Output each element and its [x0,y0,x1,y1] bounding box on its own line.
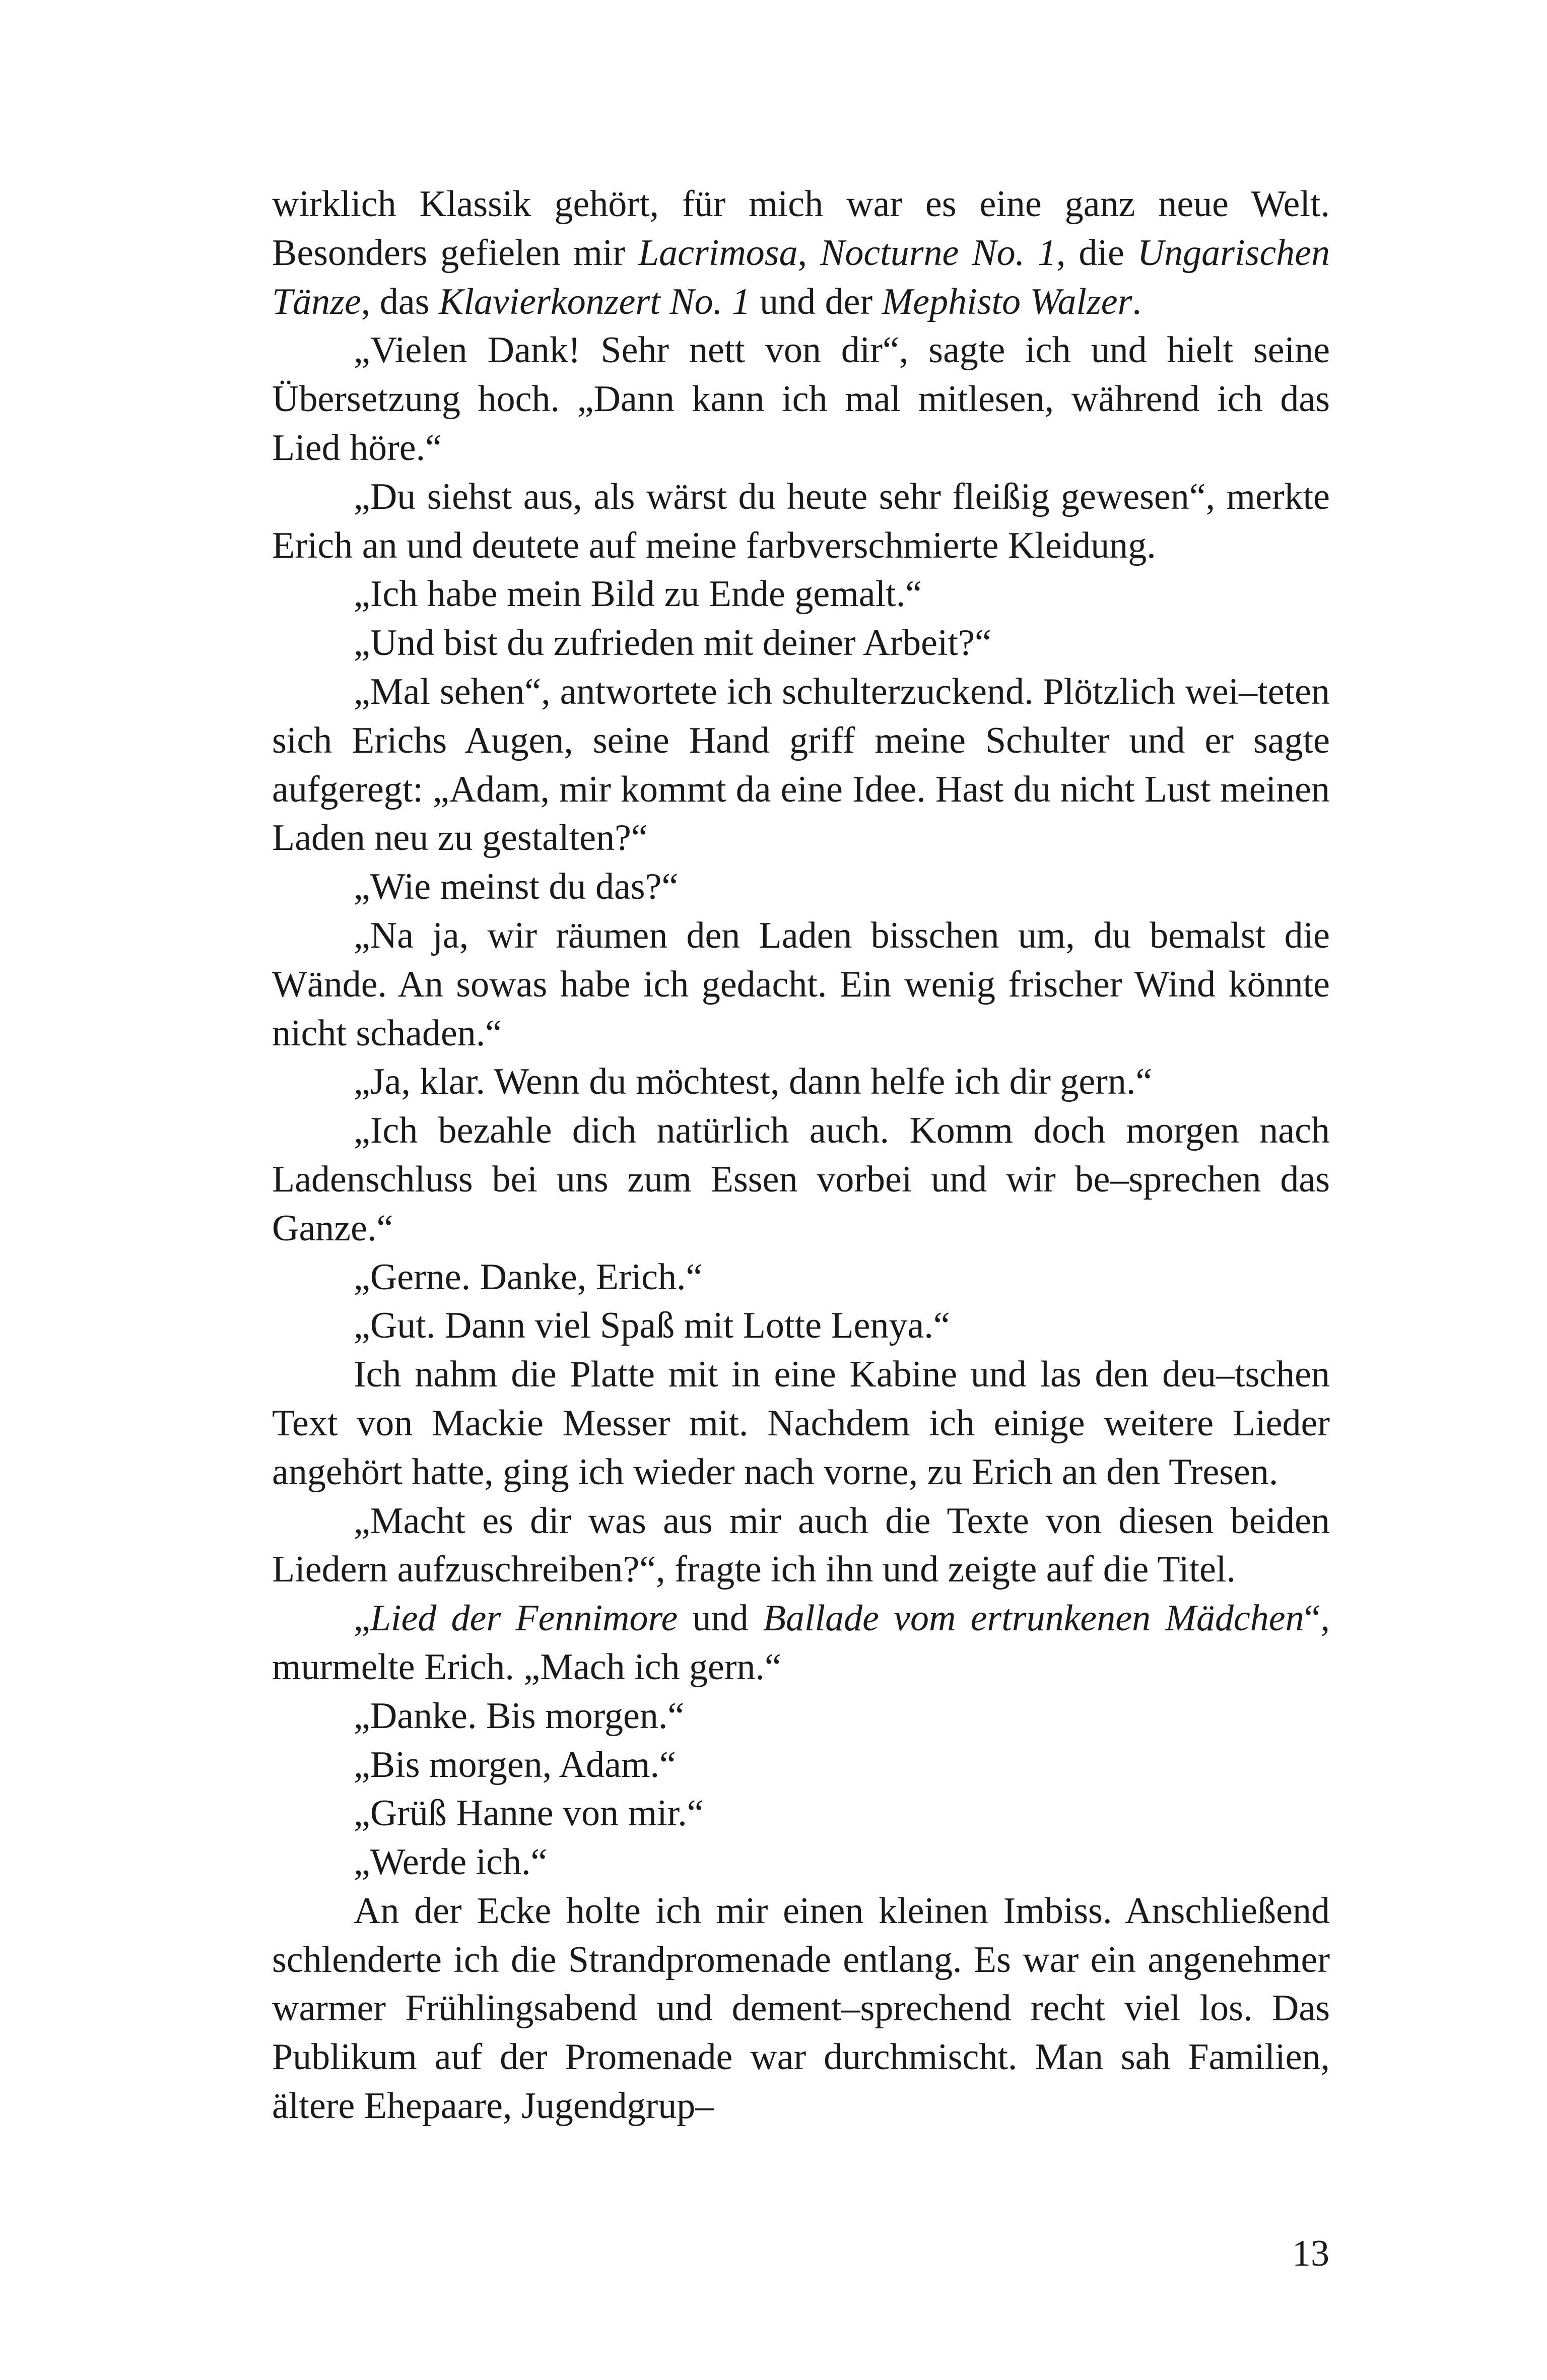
paragraph [272,1497,1330,1595]
body-text [272,180,1330,2131]
paragraph [272,863,1330,911]
text-run: „Bis morgen, Adam.“ [354,1744,676,1786]
text-run: „Ja, klar. Wenn du möchtest, dann helfe ich dir gern.“ [354,1061,1153,1103]
paragraph [272,326,1330,472]
text-run: „Danke. Bis morgen.“ [354,1695,685,1737]
text-run: “, murmelte Erich. „Mach ich gern.“ [272,1598,1330,1688]
text-run: „Na ja, wir räumen den Laden bisschen um, du bemalst die Wände. An sowas habe ich gedacht. Ein wenig frischer Wind könnte nicht schaden.“ [272,914,1330,1054]
text-run: „Ich bezahle dich natürlich auch. Komm doch morgen nach Ladenschluss bei uns zum Essen vorbei und wir be–sprechen das Ganze.“ [272,1110,1330,1249]
text-run: , die [1056,232,1137,274]
paragraph [272,1301,1330,1350]
text-run: „Wie meinst du das?“ [354,866,679,908]
paragraph [272,1789,1330,1838]
text-run: „Und bist du zufrieden mit deiner Arbeit?“ [354,622,991,664]
paragraph [272,570,1330,619]
paragraph [272,911,1330,1057]
text-run: „Macht es dir was aus mir auch die Texte von diesen beiden Liedern aufzuschreiben?“, fragte ich ihn und zeigte auf die Titel. [272,1500,1330,1591]
paragraph [272,1887,1330,2131]
text-run: „ [354,1598,370,1639]
text-run: wirklich Klassik gehört, für mich war es eine ganz neue Welt. Besonders gefielen mir [272,183,1330,274]
italic-title: Mephisto Walzer [882,281,1132,322]
italic-title: Klavierkonzert No. 1 [438,281,751,322]
text-run: „Gerne. Danke, Erich.“ [354,1256,703,1298]
italic-title: Lied der Fennimore [370,1598,678,1639]
text-run: „Werde ich.“ [354,1841,548,1883]
paragraph [272,1106,1330,1252]
italic-title: Nocturne No. 1 [820,232,1057,274]
page-number: 13 [1292,2233,1329,2274]
text-run: und der [750,281,882,322]
text-run: „Vielen Dank! Sehr nett von dir“, sagte ich und hielt seine Übersetzung hoch. „Dann kann ich mal mitlesen, während ich das Lied höre.“ [272,329,1330,469]
text-run: „Du siehst aus, als wärst du heute sehr fleißig gewesen“, merkte Erich an und deutete auf meine farbverschmierte Kleidung. [272,476,1330,566]
paragraph [272,619,1330,668]
paragraph [272,1741,1330,1790]
paragraph [272,668,1330,863]
paragraph [272,1253,1330,1302]
italic-title: Ballade vom ertrunkenen Mädchen [763,1598,1304,1639]
text-run: „Ich habe mein Bild zu Ende gemalt.“ [354,573,922,615]
text-run: . [1132,281,1141,322]
paragraph [272,1594,1330,1692]
paragraph [272,1350,1330,1496]
text-run: Ich nahm die Platte mit in eine Kabine und las den deu–tschen Text von Mackie Messer mit. Nachdem ich einige weitere Lieder angehört hatte, ging ich wieder nach vorne, zu Erich an den Tresen. [272,1354,1330,1493]
italic-title: Lacrimosa [638,232,798,274]
text-run: „Mal sehen“, antwortete ich schulterzuckend. Plötzlich wei–teten sich Erichs Augen, seine Hand griff meine Schulter und er sagte aufgeregt: „Adam, mir kommt da eine Idee. Hast du nicht Lust meinen Laden neu zu gestalten?“ [272,671,1330,859]
text-run: An der Ecke holte ich mir einen kleinen Imbiss. Anschließend schlenderte ich die Strandpromenade entlang. Es war ein angenehmer warmer Frühlingsabend und dement–sprechend recht viel los. Das Publikum auf der Promenade war durchmischt. Man sah Familien, ältere Ehepaare, Jugendgrup– [272,1890,1330,2127]
text-run: , [797,232,820,274]
italic-title: Ungarischen Tänze [272,232,1330,322]
text-run: und [678,1598,763,1639]
text-run: „Grüß Hanne von mir.“ [354,1793,704,1834]
paragraph [272,1057,1330,1106]
paragraph [272,1838,1330,1887]
paragraph [272,180,1330,326]
text-run: , das [361,281,439,322]
paragraph [272,1692,1330,1741]
text-run: „Gut. Dann viel Spaß mit Lotte Lenya.“ [354,1305,950,1347]
paragraph [272,473,1330,570]
